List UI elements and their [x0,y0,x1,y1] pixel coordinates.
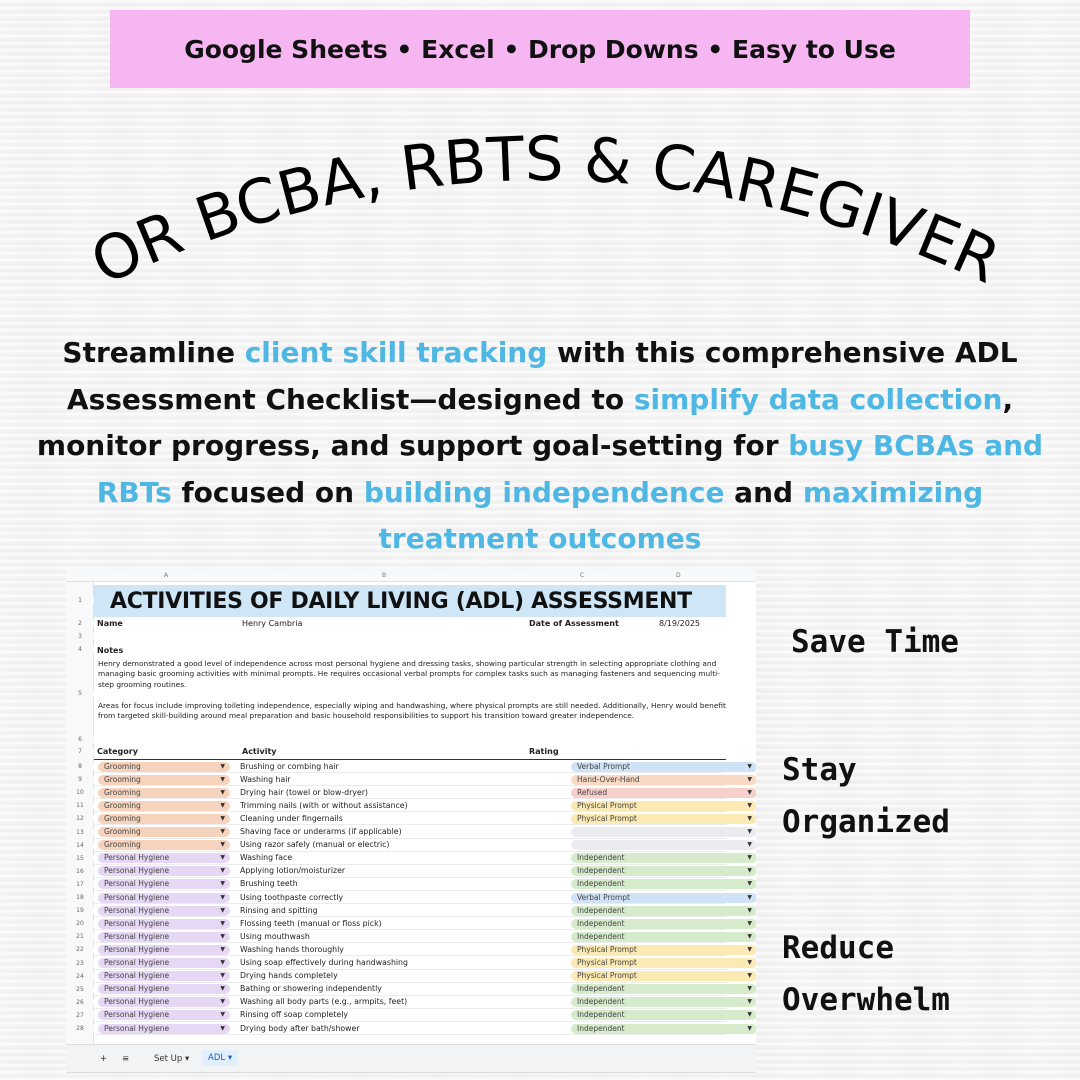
table-row [94,865,752,878]
activity-cell[interactable]: Brushing teeth [240,879,298,889]
activity-cell[interactable]: Drying hands completely [240,971,338,981]
dropdown-arrow-icon: ▼ [220,945,225,953]
dropdown-arrow-icon: ▼ [747,959,752,966]
desc-text-4: focused on [171,475,364,509]
dropdown-arrow-icon: ▼ [220,867,225,875]
activity-cell[interactable]: Flossing teeth (manual or floss pick) [240,918,382,928]
category-dropdown[interactable] [98,997,230,1007]
activity-cell[interactable]: Washing all body parts (e.g., armpits, feet) [240,997,408,1007]
dropdown-arrow-icon: ▼ [220,801,225,809]
row-number[interactable]: 12 [66,815,94,822]
rating-value: Independent [577,918,625,928]
table-row [94,839,752,852]
dropdown-arrow-icon: ▼ [747,788,752,796]
tab-adl-label: ADL [208,1053,226,1063]
category-dropdown[interactable] [98,932,230,942]
activity-cell[interactable]: Washing face [240,853,293,863]
dropdown-arrow-icon: ▼ [220,854,225,862]
row-number[interactable]: 19 [66,907,94,914]
row-number[interactable]: 21 [66,933,94,940]
dropdown-arrow-icon: ▼ [220,998,225,1006]
activity-cell[interactable]: Applying lotion/moisturizer [240,866,346,876]
name-label: Name [97,619,123,628]
dropdown-arrow-icon: ▼ [747,775,752,783]
dropdown-arrow-icon: ▼ [747,880,752,888]
desc-highlight-5: maximizing treatment outcomes [378,475,984,555]
rating-dropdown[interactable] [571,945,756,955]
all-sheets-menu-button[interactable]: ≡ [122,1054,130,1064]
benefit-line: Overwhelm [782,982,950,1018]
benefit-save-time: Save Time [791,624,959,660]
dropdown-arrow-icon: ▼ [747,1024,752,1032]
dropdown-arrow-icon: ▼ [747,985,752,993]
rating-value: Physical Prompt [577,800,637,810]
dropdown-arrow-icon: ▼ [747,893,752,901]
category-value: Personal Hygiene [104,1023,170,1033]
table-row [94,878,752,891]
category-value: Grooming [104,827,141,836]
category-dropdown[interactable] [98,1024,230,1034]
table-row [94,917,752,930]
rating-value: Independent [577,984,625,994]
benefit-line: Organized [782,804,950,840]
activity-cell[interactable]: Using toothpaste correctly [240,892,344,902]
rating-dropdown[interactable] [571,919,756,929]
table-row [94,826,752,839]
row-number[interactable]: 11 [66,802,94,809]
rating-value: Physical Prompt [577,944,637,954]
rating-dropdown[interactable] [571,762,756,772]
activity-cell[interactable]: Washing hands thoroughly [240,944,344,954]
category-value: Grooming [104,774,141,784]
dropdown-arrow-icon: ▼ [220,906,225,914]
category-dropdown[interactable] [98,827,230,837]
category-dropdown[interactable] [98,762,230,772]
rating-dropdown[interactable] [571,788,756,798]
dropdown-arrow-icon: ▼ [220,775,225,783]
category-dropdown[interactable] [98,1010,230,1020]
dropdown-arrow-icon: ▼ [220,841,225,849]
table-row [94,943,752,956]
table-row [94,970,752,983]
table-row [94,1009,752,1022]
rating-dropdown[interactable] [571,853,756,863]
tab-dropdown-icon: ▾ [184,1054,190,1064]
dropdown-arrow-icon: ▼ [220,814,225,822]
spreadsheet-screenshot [66,570,756,1073]
rating-value: Independent [577,866,625,876]
header-category: Category [97,747,138,756]
desc-highlight-2: simplify data collection [633,382,1003,416]
table-row [94,799,752,812]
activity-cell[interactable]: Using razor safely (manual or electric) [240,840,390,850]
table-row [94,957,752,970]
row-number[interactable]: 4 [66,646,94,653]
dropdown-arrow-icon: ▼ [747,801,752,809]
category-value: Personal Hygiene [104,1010,170,1020]
dropdown-arrow-icon: ▼ [747,945,752,953]
row-number[interactable]: 1 [66,597,94,604]
dropdown-arrow-icon: ▼ [747,972,752,980]
row-number[interactable]: 24 [66,973,94,980]
category-dropdown[interactable] [98,775,230,785]
category-dropdown[interactable] [98,958,230,968]
row-number[interactable]: 17 [66,881,94,888]
sheet-title: ACTIVITIES OF DAILY LIVING (ADL) ASSESSMENT [110,588,692,614]
row-number[interactable]: 22 [66,946,94,953]
category-value: Personal Hygiene [104,866,170,876]
row-number[interactable]: 8 [66,763,94,770]
category-dropdown[interactable] [98,788,230,798]
row-number[interactable]: 14 [66,842,94,849]
category-value: Grooming [104,840,141,850]
row-number[interactable]: 28 [66,1025,94,1032]
top-banner [110,10,970,88]
dropdown-arrow-icon: ▼ [747,814,752,822]
category-value: Personal Hygiene [104,892,170,902]
category-value: Grooming [104,761,141,771]
benefit-stay-organized [782,744,950,848]
category-value: Grooming [104,813,141,823]
activity-cell[interactable]: Cleaning under fingernails [240,813,343,823]
rating-dropdown[interactable] [571,932,756,942]
rating-dropdown[interactable] [571,1010,756,1020]
tab-adl[interactable] [202,1050,238,1066]
col-letter-a[interactable]: A [164,572,169,579]
date-label: Date of Assessment [529,619,619,628]
row-number[interactable]: 13 [66,829,94,836]
rating-value: Independent [577,905,625,915]
activity-cell[interactable]: Using mouthwash [240,931,310,941]
rating-dropdown[interactable] [571,801,756,811]
date-value[interactable]: 8/19/2025 [659,619,701,628]
desc-text-1: Streamline [62,336,245,369]
table-row [94,930,752,943]
col-letter-c[interactable]: C [580,572,585,579]
table-row [94,760,752,773]
dropdown-arrow-icon: ▼ [220,959,225,966]
description-paragraph [18,330,1062,563]
row-number[interactable]: 27 [66,1012,94,1019]
category-value: Personal Hygiene [104,971,170,981]
activity-cell[interactable]: Trimming nails (with or without assistance) [240,800,408,810]
column-header-bar [66,570,756,582]
rating-value: Physical Prompt [577,958,637,967]
desc-text-2: with this comprehensive ADL Assessment Checklist—designed to [66,336,1018,416]
benefit-line: Stay [782,752,857,788]
dropdown-arrow-icon: ▼ [220,762,225,770]
col-letter-d[interactable]: D [676,572,681,579]
rating-dropdown[interactable] [571,971,756,981]
dropdown-arrow-icon: ▼ [747,854,752,862]
category-value: Personal Hygiene [104,984,170,994]
row-number[interactable]: 6 [66,736,94,743]
activity-cell[interactable]: Shaving face or underarms (if applicable) [240,827,402,836]
dropdown-arrow-icon: ▼ [747,828,752,835]
table-row [94,1022,752,1035]
table-row [94,891,752,904]
add-sheet-button[interactable]: + [100,1054,108,1064]
category-dropdown[interactable] [98,971,230,981]
row-number[interactable]: 3 [66,633,94,640]
category-value: Personal Hygiene [104,958,170,967]
row-number[interactable]: 16 [66,868,94,875]
tab-setup-label: Set Up [154,1054,183,1064]
row-number[interactable]: 18 [66,894,94,901]
dropdown-arrow-icon: ▼ [220,1011,225,1019]
notes-label: Notes [97,646,124,655]
dropdown-arrow-icon: ▼ [220,788,225,796]
benefit-reduce-overwhelm [782,922,950,1026]
dropdown-arrow-icon: ▼ [220,919,225,927]
category-dropdown[interactable] [98,893,230,903]
activity-cell[interactable]: Using soap effectively during handwashing [240,958,408,967]
category-value: Personal Hygiene [104,931,170,941]
category-dropdown[interactable] [98,906,230,916]
rating-dropdown[interactable] [571,866,756,876]
col-letter-b[interactable]: B [382,572,387,579]
rating-dropdown[interactable] [571,958,756,968]
desc-highlight-1: client skill tracking [244,336,548,369]
category-dropdown[interactable] [98,945,230,955]
notes-cell[interactable] [98,659,728,732]
rating-dropdown[interactable] [571,997,756,1007]
notes-paragraph-2: Areas for focus include improving toileting independence, especially wiping and handwashing, where physical prompts are still needed. Additionally, Henry would benefit from targeted skill-building around meal preparation and basic household responsibilities to support his transition toward greater independence. [98,700,726,721]
tab-setup[interactable] [154,1054,189,1064]
category-dropdown[interactable] [98,919,230,929]
rating-value: Independent [577,853,625,863]
header-activity: Activity [242,747,277,756]
row-number[interactable]: 9 [66,776,94,783]
rating-value: Hand-Over-Hand [577,774,640,784]
category-value: Personal Hygiene [104,944,170,954]
table-row [94,996,752,1009]
banner-text: Google Sheets • Excel • Drop Downs • Easy to Use [184,34,896,64]
category-value: Personal Hygiene [104,853,170,863]
rating-dropdown[interactable] [571,906,756,916]
row-number[interactable]: 5 [66,690,94,697]
category-dropdown[interactable] [98,853,230,863]
rating-value: Verbal Prompt [577,892,630,902]
category-value: Grooming [104,800,141,810]
header-rating: Rating [529,747,559,756]
category-dropdown[interactable] [98,879,230,889]
category-value: Personal Hygiene [104,918,170,928]
tab-dropdown-icon: ▾ [227,1053,233,1063]
row-number[interactable]: 23 [66,960,94,967]
rating-dropdown[interactable] [571,879,756,889]
activity-cell[interactable]: Washing hair [240,774,291,784]
table-row [94,983,752,996]
table-row [94,852,752,865]
category-value: Personal Hygiene [104,905,170,915]
activity-cell[interactable]: Brushing or combing hair [240,761,339,771]
activity-cell[interactable]: Drying hair (towel or blow-dryer) [240,787,368,797]
activity-cell[interactable]: Bathing or showering independently [240,984,382,994]
dropdown-arrow-icon: ▼ [747,919,752,927]
dropdown-arrow-icon: ▼ [220,828,225,835]
row-number[interactable]: 2 [66,620,94,627]
category-dropdown[interactable] [98,840,230,850]
table-row [94,904,752,917]
rating-value: Physical Prompt [577,971,637,981]
rating-dropdown[interactable] [571,984,756,994]
dropdown-arrow-icon: ▼ [747,762,752,770]
activity-cell[interactable]: Rinsing and spitting [240,905,318,915]
category-dropdown[interactable] [98,866,230,876]
category-dropdown[interactable] [98,984,230,994]
headline-text: OR BCBA, RBTS & CAREGIVER [80,123,1011,299]
desc-text-5: and [724,475,803,509]
dropdown-arrow-icon: ▼ [220,1024,225,1032]
dropdown-arrow-icon: ▼ [747,867,752,875]
dropdown-arrow-icon: ▼ [747,932,752,940]
category-dropdown[interactable] [98,801,230,811]
rating-dropdown[interactable] [571,814,756,824]
dropdown-arrow-icon: ▼ [220,893,225,901]
name-value[interactable]: Henry Cambria [242,619,303,628]
activity-cell[interactable]: Drying body after bath/shower [240,1023,360,1033]
category-value: Personal Hygiene [104,879,170,889]
rating-value: Independent [577,997,625,1007]
dropdown-arrow-icon: ▼ [747,998,752,1006]
rating-value: Independent [577,1010,625,1020]
rating-value: Refused [577,787,608,797]
dropdown-arrow-icon: ▼ [747,1011,752,1019]
table-row [94,786,752,799]
rating-dropdown[interactable] [571,840,756,850]
table-row [94,812,752,825]
rating-value: Independent [577,879,625,889]
category-value: Personal Hygiene [104,997,170,1007]
row-number[interactable]: 7 [66,748,94,755]
rating-value: Physical Prompt [577,813,637,823]
rating-dropdown[interactable] [571,1024,756,1034]
dropdown-arrow-icon: ▼ [220,932,225,940]
category-value: Grooming [104,787,141,797]
notes-paragraph-1: Henry demonstrated a good level of independence across most personal hygiene and dressing tasks, showing particular strength in selecting appropriate clothing and managing basic grooming activities with minimal prompts. He requires occasional verbal prompts for complex tasks such as managing fasteners and sequencing multi-step grooming routines. [98,659,720,689]
sheet-title-band [94,585,726,617]
desc-highlight-3: busy BCBAs and RBTs [96,429,1044,509]
dropdown-arrow-icon: ▼ [747,906,752,914]
rating-dropdown[interactable] [571,893,756,903]
desc-text-3: , monitor progress, and support goal-setting for [36,382,1014,462]
row-number[interactable]: 15 [66,855,94,862]
row-number[interactable]: 26 [66,999,94,1006]
rating-value: Independent [577,1023,625,1033]
sheet-tab-bar [66,1044,756,1073]
rating-dropdown[interactable] [571,775,756,785]
rating-dropdown[interactable] [571,827,756,837]
arched-headline [0,95,1080,335]
row-number[interactable]: 20 [66,920,94,927]
rating-value: Independent [577,931,625,941]
dropdown-arrow-icon: ▼ [747,841,752,849]
rating-value: Verbal Prompt [577,761,630,771]
desc-highlight-4: building independence [363,475,725,509]
dropdown-arrow-icon: ▼ [220,880,225,888]
row-number[interactable]: 25 [66,986,94,993]
category-dropdown[interactable] [98,814,230,824]
dropdown-arrow-icon: ▼ [220,985,225,993]
dropdown-arrow-icon: ▼ [220,972,225,980]
activity-cell[interactable]: Rinsing off soap completely [240,1010,348,1020]
row-number[interactable]: 10 [66,789,94,796]
benefit-line: Reduce [782,930,894,966]
table-row [94,773,752,786]
